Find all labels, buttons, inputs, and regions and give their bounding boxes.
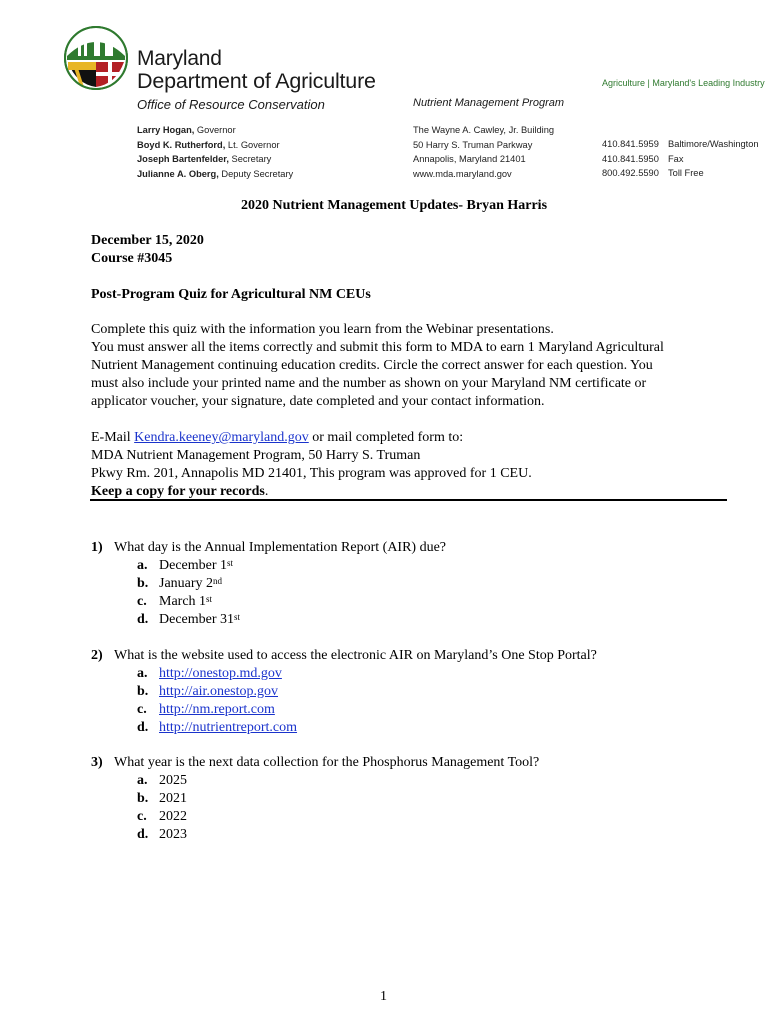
- fax-number: 410.841.5950: [602, 153, 659, 164]
- option-2a: a. http://onestop.md.gov: [137, 666, 282, 681]
- option-2a-link[interactable]: http://onestop.md.gov: [159, 666, 282, 681]
- instruction-line: Complete this quiz with the information you learn from the Webinar presentations.: [91, 322, 554, 337]
- instruction-line: You must answer all the items correctly and submit this form to MDA to earn 1 Maryland Agricultural: [91, 340, 664, 355]
- address-block: [413, 123, 554, 181]
- mail-address-line: MDA Nutrient Management Program, 50 Harry S. Truman: [91, 448, 421, 463]
- document-date: December 15, 2020: [91, 233, 204, 248]
- option-3d[interactable]: d. 2023: [137, 827, 187, 842]
- mail-address-line: Pkwy Rm. 201, Annapolis MD 21401, This program was approved for 1 CEU.: [91, 466, 532, 481]
- org-name: [137, 47, 376, 93]
- email-link[interactable]: Kendra.keeney@maryland.gov: [134, 430, 309, 445]
- org-name-line1: Maryland: [137, 47, 222, 70]
- phone-labels: [668, 137, 759, 181]
- website: www.mda.maryland.gov: [413, 168, 512, 179]
- divider: [90, 499, 727, 501]
- address-line: Annapolis, Maryland 21401: [413, 154, 526, 164]
- instruction-line: must also include your printed name and the number as shown on your Maryland NM certificate or: [91, 376, 647, 391]
- address-line: The Wayne A. Cawley, Jr. Building: [413, 125, 555, 135]
- address-line: 50 Harry S. Truman Parkway: [413, 139, 533, 150]
- official-line: Larry Hogan, Governor: [137, 125, 236, 135]
- phone-number: 410.841.5959: [602, 139, 659, 149]
- option-2d: d. http://nutrientreport.com: [137, 720, 298, 735]
- official-line: Joseph Bartenfelder, Secretary: [137, 154, 272, 164]
- email-line: E-Mail Kendra.keeney@maryland.gov or mail completed form to:: [91, 430, 464, 445]
- office-name: Office of Resource Conservation: [137, 97, 325, 112]
- option-2b: b. http://air.onestop.gov: [137, 684, 278, 699]
- officials-list: [137, 123, 293, 181]
- document-title: 2020 Nutrient Management Updates- Bryan Harris: [241, 198, 548, 213]
- option-2c: c. http://nm.report.com: [137, 702, 275, 717]
- toll-free-number: 800.492.5590: [602, 168, 659, 178]
- question-1: 1) What day is the Annual Implementation Report (AIR) due?: [91, 540, 447, 555]
- phone-label: Baltimore/Washington: [668, 139, 759, 149]
- course-number: Course #3045: [91, 251, 173, 266]
- option-1c[interactable]: c. March 1st: [137, 594, 213, 609]
- quiz-title: Post-Program Quiz for Agricultural NM CEUs: [91, 287, 371, 302]
- keep-copy-note: Keep a copy for your records.: [91, 484, 269, 499]
- mda-logo: [64, 26, 128, 90]
- official-line: Julianne A. Oberg, Deputy Secretary: [137, 168, 294, 179]
- phone-label: Toll Free: [668, 168, 704, 178]
- option-1a[interactable]: a. December 1st: [137, 558, 234, 573]
- phone-numbers: [602, 137, 659, 181]
- phone-label: Fax: [668, 153, 684, 164]
- program-name: Nutrient Management Program: [413, 97, 565, 109]
- option-3a[interactable]: a. 2025: [137, 773, 187, 788]
- option-2c-link[interactable]: http://nm.report.com: [159, 702, 275, 717]
- instruction-line: applicator voucher, your signature, date completed and your contact information.: [91, 394, 545, 409]
- tagline: Agriculture | Maryland's Leading Industry: [602, 78, 765, 88]
- option-3c[interactable]: c. 2022: [137, 809, 187, 824]
- option-1d[interactable]: d. December 31st: [137, 612, 241, 627]
- official-line: Boyd K. Rutherford, Lt. Governor: [137, 139, 280, 150]
- option-1b[interactable]: b. January 2nd: [137, 576, 223, 591]
- instruction-line: Nutrient Management continuing education credits. Circle the correct answer for each question. You: [91, 358, 653, 373]
- option-2b-link[interactable]: http://air.onestop.gov: [159, 684, 278, 699]
- page-number: 1: [380, 989, 387, 1004]
- option-2d-link[interactable]: http://nutrientreport.com: [159, 720, 298, 735]
- org-name-line2: Department of Agriculture: [137, 69, 376, 93]
- question-2: 2) What is the website used to access the electronic AIR on Maryland’s One Stop Portal?: [91, 648, 597, 663]
- option-3b[interactable]: b. 2021: [137, 791, 187, 806]
- question-3: 3) What year is the next data collection for the Phosphorus Management Tool?: [91, 755, 540, 770]
